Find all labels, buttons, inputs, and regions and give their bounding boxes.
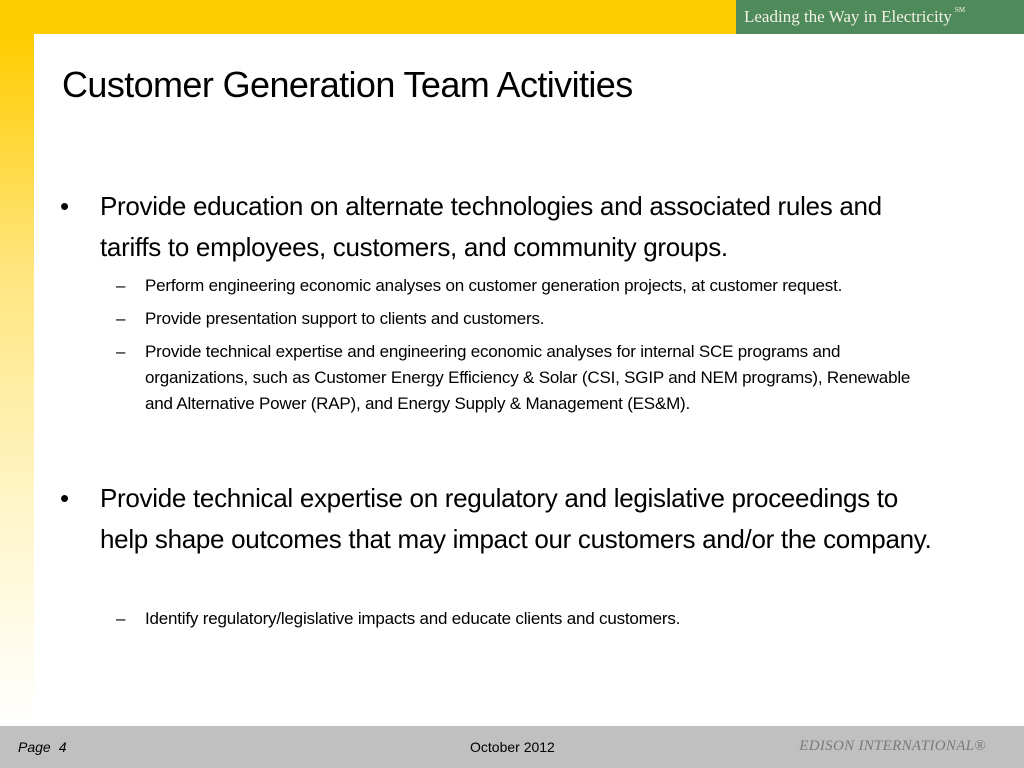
sub-bullet-item	[116, 606, 936, 632]
dash-marker: –	[116, 342, 126, 361]
bullet-item	[60, 186, 940, 268]
sub-bullet-item	[116, 273, 936, 299]
company-brand: EDISON INTERNATIONAL®	[799, 738, 986, 754]
bullet-item	[60, 478, 940, 560]
bullet-marker: •	[60, 483, 69, 513]
service-mark: SM	[954, 6, 966, 14]
dash-marker: –	[116, 309, 126, 328]
dash-marker: –	[116, 609, 126, 628]
tagline-banner	[736, 0, 1024, 34]
footer-date: October 2012	[470, 739, 555, 755]
bullet-marker: •	[60, 191, 69, 221]
sub-bullet-text: Provide technical expertise and engineering economic analyses for internal SCE programs and organizations, such as Customer Energy Efficiency & Solar (CSI, SGIP and NEM programs), Renewable and Alternative Power (RAP), and Energy Supply & Management (ES&M).	[145, 342, 911, 413]
slide-title: Customer Generation Team Activities	[62, 64, 633, 105]
page-indicator	[18, 739, 67, 755]
bullet-text: Provide technical expertise on regulatory and legislative proceedings to help shape outcomes that may impact our customers and/or the company.	[100, 483, 932, 554]
sub-bullet-text: Provide presentation support to clients and customers.	[145, 309, 545, 328]
sub-bullet-text: Perform engineering economic analyses on customer generation projects, at customer request.	[145, 276, 843, 295]
page-number: 4	[58, 739, 67, 755]
dash-marker: –	[116, 276, 126, 295]
bullet-text: Provide education on alternate technologies and associated rules and tariffs to employees, customers, and community groups.	[100, 191, 882, 262]
tagline-text: Leading the Way in Electricity	[744, 7, 952, 26]
sub-bullet-item	[116, 306, 936, 332]
slide-footer	[0, 726, 1024, 768]
page-label: Page	[18, 739, 51, 755]
sub-bullet-item	[116, 339, 936, 417]
left-accent-stripe	[0, 34, 34, 726]
slide-content	[34, 34, 1024, 726]
sub-bullet-text: Identify regulatory/legislative impacts and educate clients and customers.	[145, 609, 681, 628]
